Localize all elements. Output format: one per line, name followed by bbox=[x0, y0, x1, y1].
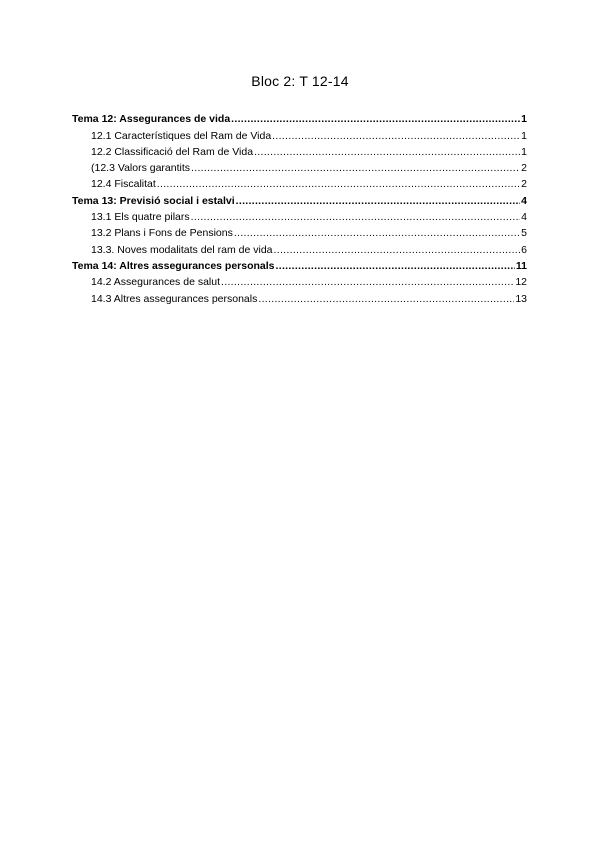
toc-entry-12-4[interactable] bbox=[72, 175, 527, 191]
toc-entry-label: (12.3 Valors garantits bbox=[91, 162, 191, 175]
toc-dot-leader bbox=[191, 211, 521, 224]
toc-entry-label: 13.3. Noves modalitats del ram de vida bbox=[91, 243, 273, 256]
toc-page-number: 2 bbox=[521, 178, 527, 191]
toc-page-number: 12 bbox=[515, 276, 527, 289]
toc-entry-label: Tema 13: Previsió social i estalvi bbox=[72, 194, 235, 207]
toc-entry-label: 14.2 Assegurances de salut bbox=[91, 276, 221, 289]
toc-entry-13-3[interactable] bbox=[72, 240, 527, 256]
toc-dot-leader bbox=[258, 293, 514, 306]
toc-page-number: 4 bbox=[521, 194, 527, 207]
toc-dot-leader bbox=[191, 162, 520, 175]
toc-entry-13-2[interactable] bbox=[72, 224, 527, 240]
toc-dot-leader bbox=[231, 113, 520, 126]
toc-page-number: 4 bbox=[521, 211, 527, 224]
toc-page-number: 1 bbox=[521, 129, 527, 142]
toc-entry-tema-14[interactable] bbox=[72, 257, 527, 273]
toc-dot-leader bbox=[274, 244, 521, 257]
toc-entry-label: Tema 12: Assegurances de vida bbox=[72, 113, 231, 126]
toc-dot-leader bbox=[236, 195, 521, 208]
toc-page-number: 13 bbox=[515, 292, 527, 305]
toc-dot-leader bbox=[157, 178, 520, 191]
toc-entry-label: Tema 14: Altres assegurances personals bbox=[72, 259, 275, 272]
toc-entry-12-1[interactable] bbox=[72, 126, 527, 142]
toc-page-number: 2 bbox=[521, 162, 527, 175]
toc-dot-leader bbox=[254, 146, 520, 159]
toc-dot-leader bbox=[234, 227, 520, 240]
toc-page-number: 1 bbox=[521, 145, 527, 158]
toc-entry-label: 13.2 Plans i Fons de Pensions bbox=[91, 227, 233, 240]
toc-entry-label: 13.1 Els quatre pilars bbox=[91, 211, 190, 224]
toc-entry-label: 12.1 Característiques del Ram de Vida bbox=[91, 129, 272, 142]
toc-entry-13-1[interactable] bbox=[72, 208, 527, 224]
toc-dot-leader bbox=[272, 130, 520, 143]
toc-dot-leader bbox=[221, 276, 514, 289]
toc-entry-12-3[interactable] bbox=[72, 159, 527, 175]
toc-entry-label: 14.3 Altres assegurances personals bbox=[91, 292, 258, 305]
toc-entry-label: 12.2 Classificació del Ram de Vida bbox=[91, 145, 254, 158]
document-title: Bloc 2: T 12-14 bbox=[251, 73, 349, 89]
toc-page-number: 11 bbox=[515, 259, 527, 272]
toc-entry-label: 12.4 Fiscalitat bbox=[91, 178, 156, 191]
toc-page-number: 1 bbox=[521, 113, 527, 126]
toc-page-number: 5 bbox=[521, 227, 527, 240]
toc-entry-tema-13[interactable] bbox=[72, 191, 527, 207]
toc-page-number: 6 bbox=[521, 243, 527, 256]
toc-entry-14-2[interactable] bbox=[72, 273, 527, 289]
toc-entry-tema-12[interactable] bbox=[72, 110, 527, 126]
table-of-contents bbox=[72, 110, 527, 306]
toc-entry-14-3[interactable] bbox=[72, 289, 527, 305]
toc-dot-leader bbox=[276, 260, 515, 273]
toc-entry-12-2[interactable] bbox=[72, 143, 527, 159]
